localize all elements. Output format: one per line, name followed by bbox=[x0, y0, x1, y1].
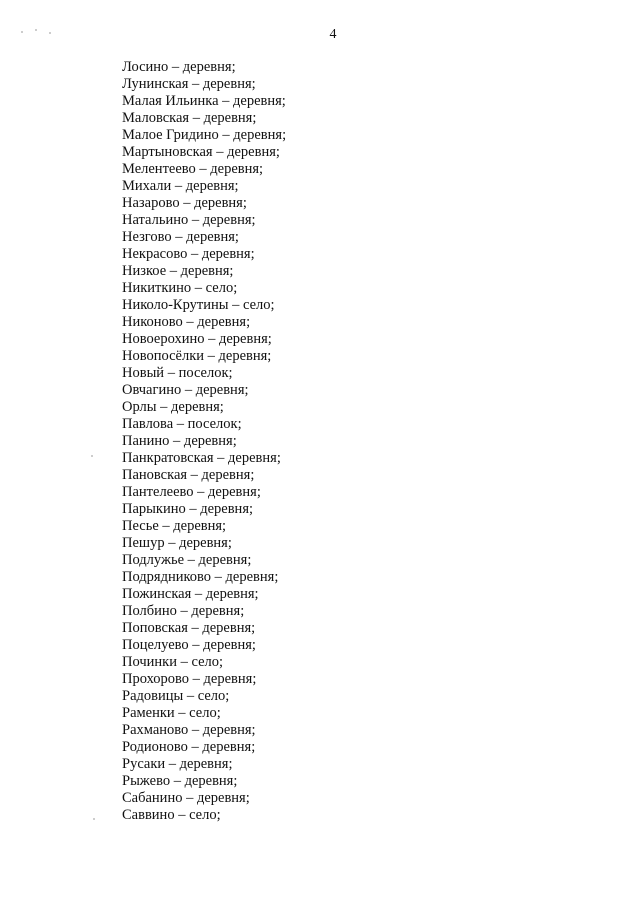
list-item: Назарово – деревня; bbox=[122, 195, 247, 211]
list-item: Овчагино – деревня; bbox=[122, 382, 249, 398]
list-item: Сабанино – деревня; bbox=[122, 790, 250, 806]
list-item: Мартыновская – деревня; bbox=[122, 144, 280, 160]
list-item: Пожинская – деревня; bbox=[122, 586, 259, 602]
list-item: Новый – поселок; bbox=[122, 365, 233, 381]
list-item: Михали – деревня; bbox=[122, 178, 239, 194]
scan-speck bbox=[91, 455, 93, 457]
settlement-list bbox=[122, 59, 286, 824]
list-item: Радовицы – село; bbox=[122, 688, 230, 704]
list-item: Новопосёлки – деревня; bbox=[122, 348, 272, 364]
list-item: Пешур – деревня; bbox=[122, 535, 232, 551]
list-item: Лосино – деревня; bbox=[122, 59, 236, 75]
list-item: Поцелуево – деревня; bbox=[122, 637, 256, 653]
list-item: Поповская – деревня; bbox=[122, 620, 256, 636]
list-item: Родионово – деревня; bbox=[122, 739, 256, 755]
list-item: Низкое – деревня; bbox=[122, 263, 234, 279]
list-item: Мелентеево – деревня; bbox=[122, 161, 264, 177]
list-item: Малая Ильинка – деревня; bbox=[122, 93, 286, 109]
scan-speck bbox=[21, 31, 23, 33]
list-item: Натальино – деревня; bbox=[122, 212, 256, 228]
list-item: Рыжево – деревня; bbox=[122, 773, 238, 789]
scan-speck bbox=[49, 32, 51, 34]
scan-speck bbox=[35, 29, 37, 31]
list-item: Полбино – деревня; bbox=[122, 603, 245, 619]
list-item: Пантелеево – деревня; bbox=[122, 484, 261, 500]
list-item: Прохорово – деревня; bbox=[122, 671, 257, 687]
list-item: Панино – деревня; bbox=[122, 433, 237, 449]
list-item: Новоерохино – деревня; bbox=[122, 331, 272, 347]
list-item: Никиткино – село; bbox=[122, 280, 238, 296]
list-item: Лунинская – деревня; bbox=[122, 76, 256, 92]
list-item: Некрасово – деревня; bbox=[122, 246, 255, 262]
list-item: Маловская – деревня; bbox=[122, 110, 257, 126]
list-item: Подлужье – деревня; bbox=[122, 552, 252, 568]
list-item: Незгово – деревня; bbox=[122, 229, 239, 245]
list-item: Малое Гридино – деревня; bbox=[122, 127, 287, 143]
list-item: Пановская – деревня; bbox=[122, 467, 255, 483]
list-item: Подрядниково – деревня; bbox=[122, 569, 279, 585]
list-item: Николо-Крутины – село; bbox=[122, 297, 275, 313]
scan-speck bbox=[93, 818, 95, 820]
list-item: Рахманово – деревня; bbox=[122, 722, 256, 738]
list-item: Раменки – село; bbox=[122, 705, 221, 721]
page-number: 4 bbox=[329, 27, 337, 42]
list-item: Никоново – деревня; bbox=[122, 314, 251, 330]
list-item: Починки – село; bbox=[122, 654, 224, 670]
list-item: Павлова – поселок; bbox=[122, 416, 242, 432]
list-item: Песье – деревня; bbox=[122, 518, 227, 534]
list-item: Русаки – деревня; bbox=[122, 756, 233, 772]
list-item: Панкратовская – деревня; bbox=[122, 450, 281, 466]
list-item: Саввино – село; bbox=[122, 807, 221, 823]
list-item: Парыкино – деревня; bbox=[122, 501, 254, 517]
list-item: Орлы – деревня; bbox=[122, 399, 224, 415]
